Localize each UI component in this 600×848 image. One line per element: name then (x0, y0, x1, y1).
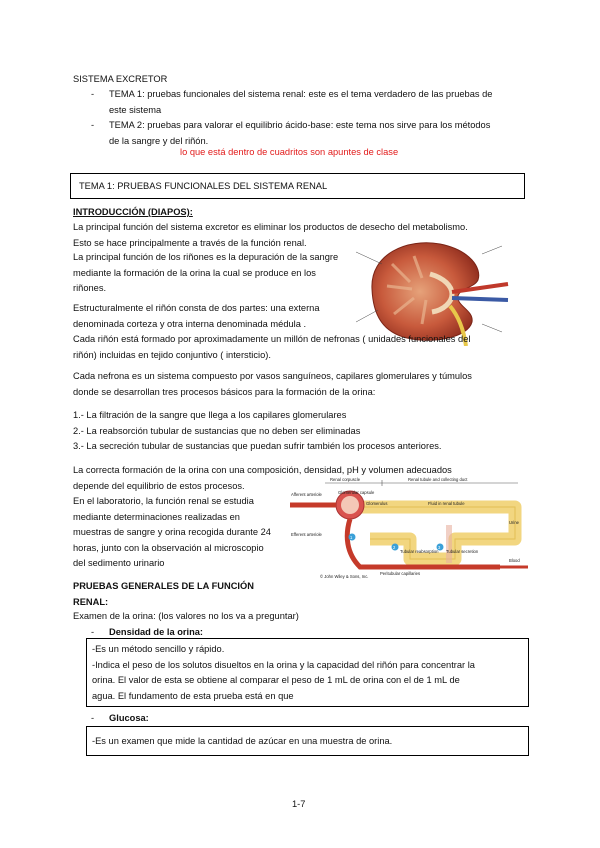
densidad-notes: -Es un método sencillo y rápido. -Indica el peso de los solutos disueltos en la orina y la capacidad del riñón para concentrar la orina. El valor de esta se obtiene al comparar el peso de 1 mL de orina con el de 1 mL de agua. El fundamento de esta prueba está en que (92, 644, 475, 701)
glucosa-notes: -Es un examen que mide la cantidad de azúcar en una muestra de orina. (92, 736, 393, 746)
page-number: 1-7 (292, 799, 306, 809)
label-efferent-arteriole: Efferent arteriole (291, 532, 322, 537)
tema-title: TEMA 1: PRUEBAS FUNCIONALES DEL SISTEMA RENAL (79, 181, 328, 191)
intro-paragraph-4: Cada riñón está formado por aproximadamente un millón de nefronas ( unidades funcionales del riñón) incluidas en tejido conjuntivo ( intersticio). (73, 334, 471, 360)
label-peritubular-capillaries: Peritubular capillaries (380, 571, 421, 576)
step-marker: 2 (393, 545, 396, 550)
label-urine: Urine (509, 520, 520, 525)
class-notes-note: lo que está dentro de cuadritos son apuntes de clase (180, 147, 399, 157)
bullet-mark: - (91, 120, 95, 130)
doc-title: SISTEMA EXCRETOR (73, 74, 168, 84)
intro-paragraph-1: La principal función del sistema excretor es eliminar los productos de desecho del metabolismo. Esto se hace principalmente a través de la función renal. (73, 222, 468, 248)
list-item: 1.- La filtración de la sangre que llega a los capilares glomerulares (73, 410, 347, 420)
header-bullet-1: TEMA 1: pruebas funcionales del sistema renal: este es el tema verdadero de las pruebas de este sistema (109, 89, 493, 115)
label-glomerulus: Glomerulus (366, 501, 388, 506)
label-glomerular-capsule: Glomerular capsule (338, 490, 375, 495)
bullet-mark: - (91, 627, 95, 637)
pruebas-heading: PRUEBAS GENERALES DE LA FUNCIÓN RENAL: (73, 581, 254, 607)
list-item: 2.- La reabsorción tubular de sustancias que no deben ser eliminadas (73, 425, 361, 436)
label-tubular-secretion: Tubular secretion (446, 549, 479, 554)
kidney-illustration (352, 234, 510, 346)
label-tubular-reabsorption: Tubular reabsorption (400, 549, 439, 554)
step-marker: 1 (350, 535, 353, 540)
tema-title-box (70, 173, 525, 199)
bullet-mark: - (91, 713, 95, 723)
intro-paragraph-6: La correcta formación de la orina con una composición, densidad, pH y volumen adecuados depende del equilibrio de estos procesos. En el laboratorio, la función renal se estudia mediante determinaciones realizadas en muestras de sangre y orina recogida durante 24 horas, junto con la observación al microscopio del sedimento urinario (73, 465, 452, 568)
urine-exam-line: Examen de la orina: (los valores no los va a preguntar) (73, 611, 299, 621)
list-item: 3.- La secreción tubular de sustancias que puedan sufrir también los procesos anteriores. (73, 441, 442, 451)
label-fluid-tubule: Fluid in renal tubule (428, 501, 465, 506)
intro-paragraph-5: Cada nefrona es un sistema compuesto por vasos sanguíneos, capilares glomerulares y túmulos donde se desarrollan tres procesos básicos para la formación de la orina: (73, 371, 472, 397)
step-marker: 3 (438, 545, 441, 550)
label-renal-corpuscle: Renal corpuscle (330, 477, 361, 482)
densidad-notes-box (86, 638, 529, 707)
diagram-credit: © John Wiley & Sons, Inc. (320, 574, 369, 579)
intro-heading: INTRODUCCIÓN (DIAPOS): (73, 207, 193, 217)
glucosa-title: Glucosa: (109, 713, 149, 723)
label-blood: Blood (509, 558, 520, 563)
label-renal-tubule: Renal tubule and collecting duct (408, 477, 468, 482)
densidad-title: Densidad de la orina: (109, 627, 204, 637)
glucosa-notes-box (86, 726, 529, 756)
nephron-diagram (290, 475, 528, 580)
intro-paragraph-3: Estructuralmente el riñón consta de dos partes: una externa denominada corteza y otra interna denominada médula . (73, 303, 320, 329)
header-bullet-2: TEMA 2: pruebas para valorar el equilibrio ácido-base: este tema nos sirve para los métodos de la sangre y del riñón. (109, 120, 491, 146)
urine-process-list (73, 408, 441, 455)
intro-paragraph-2: La principal función de los riñones es la depuración de la sangre mediante la formación de la orina la cual se produce en los riñones. (73, 252, 339, 293)
label-afferent-arteriole: Afferent arteriole (291, 492, 322, 497)
bullet-mark: - (91, 89, 95, 99)
